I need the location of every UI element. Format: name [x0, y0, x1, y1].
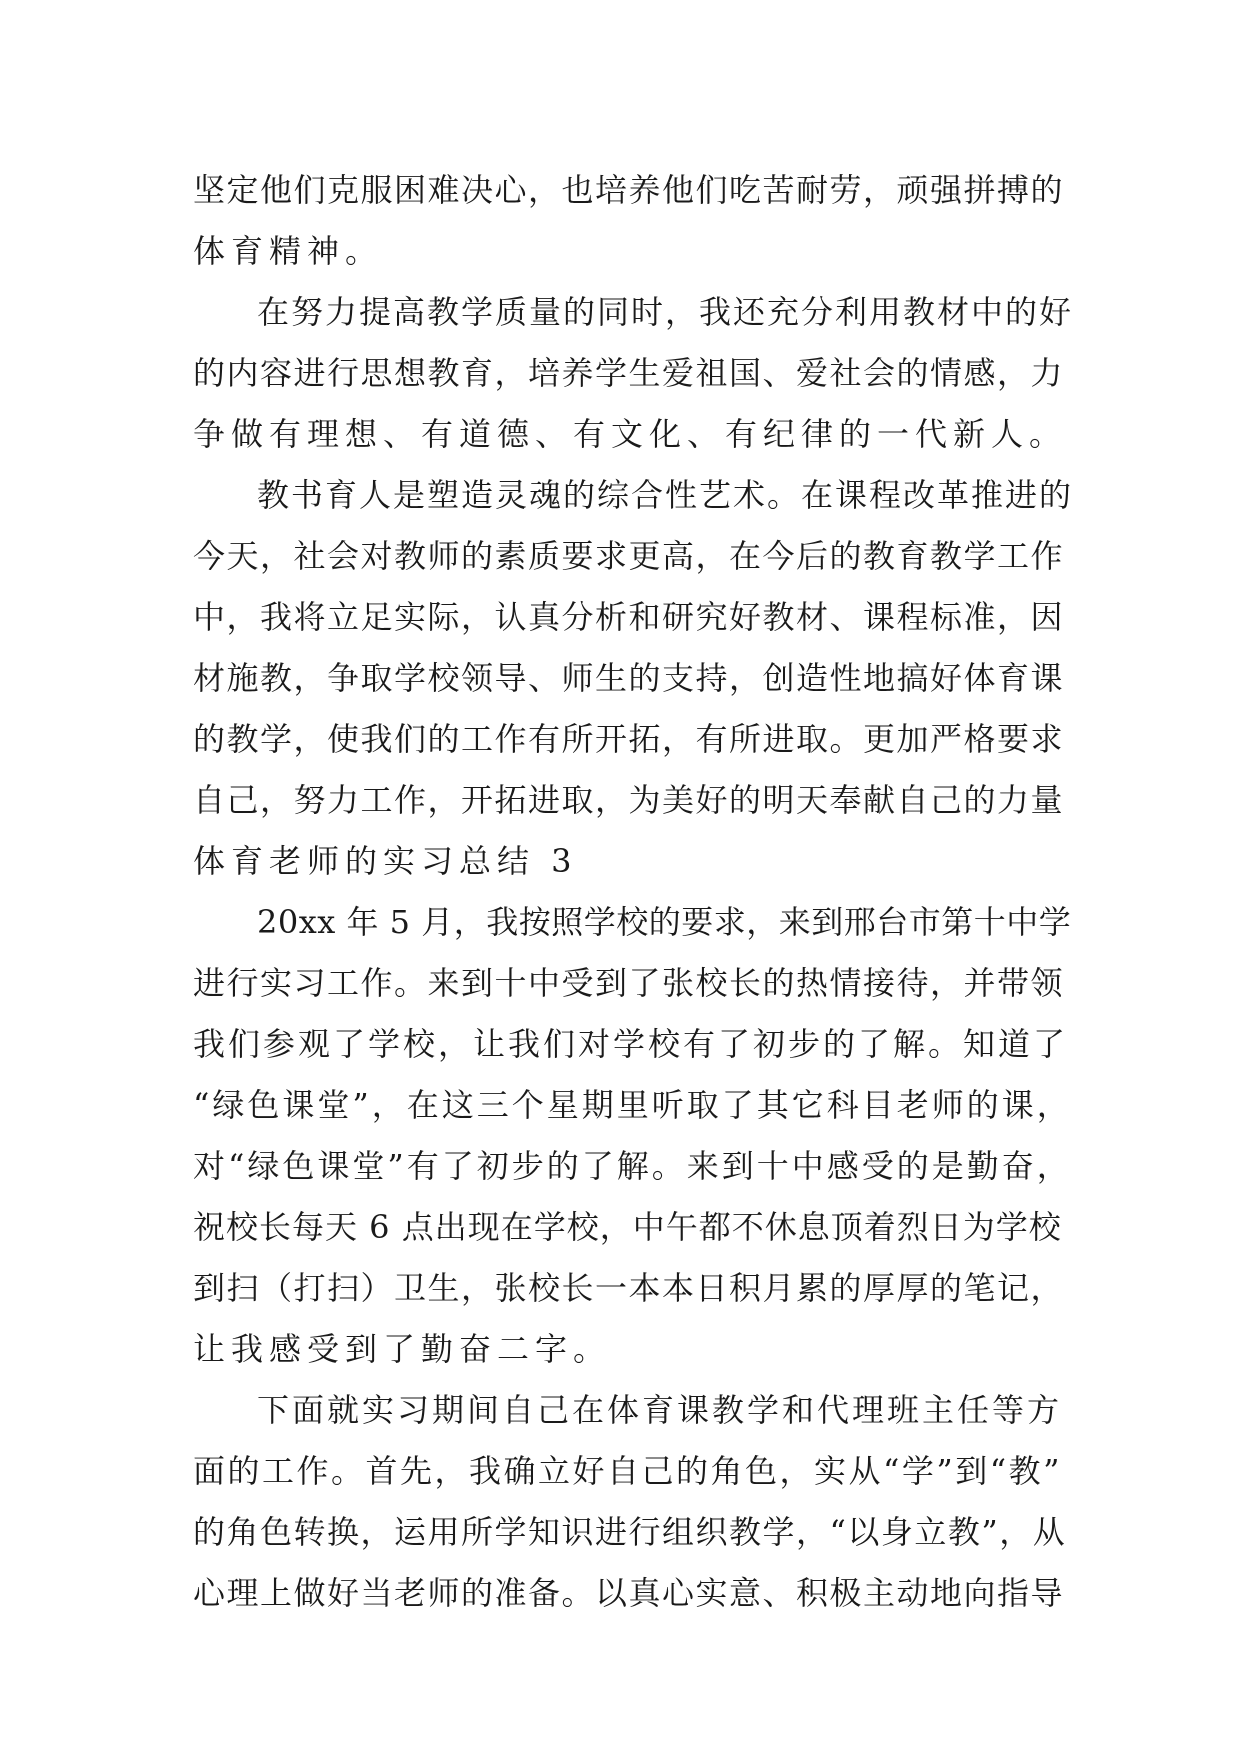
text-line: 今天，社会对教师的素质要求更高，在今后的教育教学工作 [193, 537, 1065, 575]
text-line: 心理上做好当老师的准备。以真心实意、积极主动地向指导 [193, 1574, 1065, 1612]
text-line: 我们参观了学校，让我们对学校有了初步的了解。知道了 [193, 1025, 1069, 1063]
text-line: 进行实习工作。来到十中受到了张校长的热情接待，并带领 [193, 964, 1065, 1002]
text-line: 对“绿色课堂”有了初步的了解。来到十中感受的是勤奋， [193, 1147, 1072, 1185]
text-line: 体育精神。 [193, 232, 384, 270]
text-line: 20xx 年 5 月，我按照学校的要求，来到邢台市第十中学 [257, 903, 1072, 941]
text-line: 的内容进行思想教育，培养学生爱祖国、爱社会的情感，力 [193, 354, 1065, 392]
text-line: 材施教，争取学校领导、师生的支持，创造性地搞好体育课 [193, 659, 1065, 697]
text-line: 面的工作。首先，我确立好自己的角色，实从“学”到“教” [193, 1452, 1062, 1490]
text-line: 到扫（打扫）卫生，张校长一本本日积月累的厚厚的笔记， [193, 1269, 1065, 1307]
text-line: 的教学，使我们的工作有所开拓，有所进取。更加严格要求 [193, 720, 1065, 758]
text-line: 在努力提高教学质量的同时，我还充分利用教材中的好 [257, 293, 1073, 331]
text-line: 让我感受到了勤奋二字。 [193, 1330, 612, 1368]
text-line: 自己，努力工作，开拓进取，为美好的明天奉献自己的力量 [193, 781, 1065, 819]
text-line: 祝校长每天 6 点出现在学校，中午都不休息顶着烈日为学校 [193, 1208, 1062, 1246]
text-line: 争做有理想、有道德、有文化、有纪律的一代新人。 [193, 415, 1068, 453]
text-line: 的角色转换，运用所学知识进行组织教学，“以身立教”，从 [193, 1513, 1067, 1551]
text-line: 下面就实习期间自己在体育课教学和代理班主任等方 [257, 1391, 1063, 1429]
text-line: 教书育人是塑造灵魂的综合性艺术。在课程改革推进的 [257, 476, 1073, 514]
text-line: 坚定他们克服困难决心，也培养他们吃苦耐劳，顽强拼搏的 [193, 171, 1065, 209]
text-line: 体育老师的实习总结 3 [193, 842, 578, 880]
text-line: “绿色课堂”，在这三个星期里听取了其它科目老师的课， [193, 1086, 1072, 1124]
text-line: 中，我将立足实际，认真分析和研究好教材、课程标准，因 [193, 598, 1065, 636]
document-body [193, 160, 1073, 1624]
